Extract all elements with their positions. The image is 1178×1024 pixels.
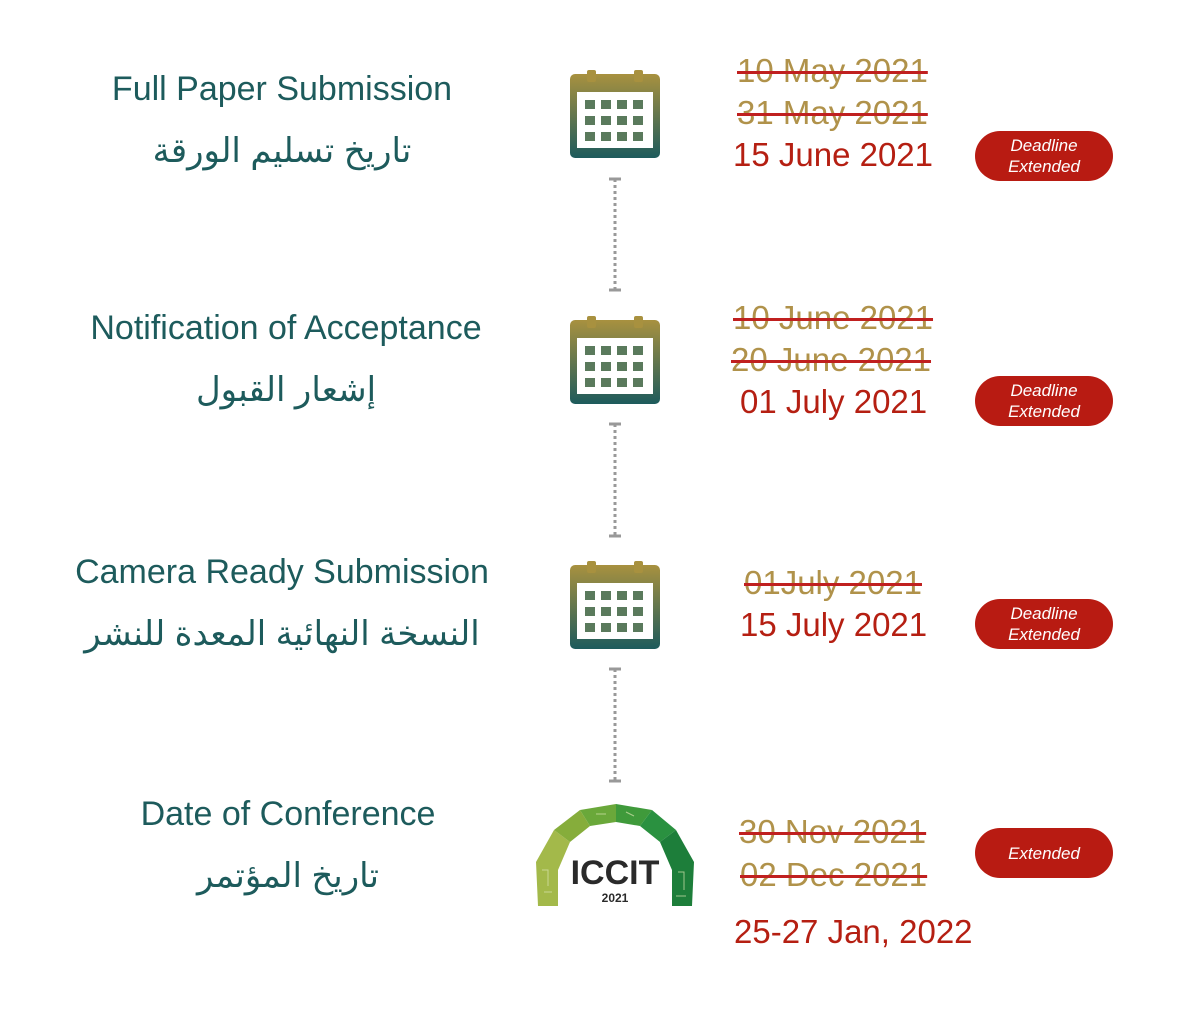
logo-year: 2021 [601, 891, 629, 905]
milestone-1-title-en: Full Paper Submission [111, 70, 453, 108]
milestone-3-title-ar: النسخة النهائية المعدة للنشر [84, 615, 480, 653]
iccit-logo [536, 800, 694, 908]
calendar-icon [570, 316, 660, 404]
milestone-4-title-en: Date of Conference [140, 795, 436, 833]
timeline-connector [607, 422, 623, 538]
milestone-1-current-date: 15 June 2021 [733, 136, 934, 173]
badge-line-1: Extended [1008, 843, 1080, 863]
timeline-connector [607, 667, 623, 783]
milestone-3-title-en: Camera Ready Submission [75, 553, 489, 591]
badge-line-1: Deadline [1010, 381, 1078, 400]
milestone-4-current-date: 25-27 Jan, 2022 [734, 913, 973, 950]
milestone-2-title-en: Notification of Acceptance [90, 309, 482, 347]
milestone-4-title-ar: تاريخ المؤتمر [196, 857, 379, 895]
calendar-icon [570, 70, 660, 158]
milestone-1-badge [975, 131, 1113, 181]
badge-line-2: Extended [1008, 157, 1080, 176]
milestone-3-current-date: 15 July 2021 [740, 606, 928, 643]
milestone-2-badge [975, 376, 1113, 426]
milestone-3-old-date-1: 01July 2021 [744, 564, 922, 601]
milestone-4-old-date-2: 02 Dec 2021 [740, 856, 928, 893]
milestone-4-old-date-1: 30 Nov 2021 [739, 813, 927, 850]
badge-line-1: Deadline [1010, 604, 1078, 623]
milestone-2-label [66, 309, 506, 410]
milestone-4-label [88, 795, 488, 896]
badge-line-2: Extended [1008, 402, 1080, 421]
milestone-2-title-ar: إشعار القبول [195, 371, 377, 409]
timeline-connector [607, 177, 623, 292]
badge-line-2: Extended [1008, 625, 1080, 644]
milestone-2-old-date-2: 20 June 2021 [731, 341, 932, 378]
milestone-2-old-date-1: 10 June 2021 [733, 299, 934, 336]
badge-line-1: Deadline [1010, 136, 1078, 155]
milestone-1-old-date-1: 10 May 2021 [737, 52, 928, 89]
calendar-icon [570, 561, 660, 649]
milestone-2-current-date: 01 July 2021 [740, 383, 928, 420]
milestone-1-old-date-2: 31 May 2021 [737, 94, 928, 131]
milestone-4-badge [975, 828, 1113, 878]
milestone-1-title-ar: تاريخ تسليم الورقة [152, 132, 412, 170]
logo-text: ICCIT [570, 854, 660, 892]
milestone-1-label [82, 70, 482, 171]
milestone-3-badge [975, 599, 1113, 649]
milestone-3-label [52, 553, 512, 654]
